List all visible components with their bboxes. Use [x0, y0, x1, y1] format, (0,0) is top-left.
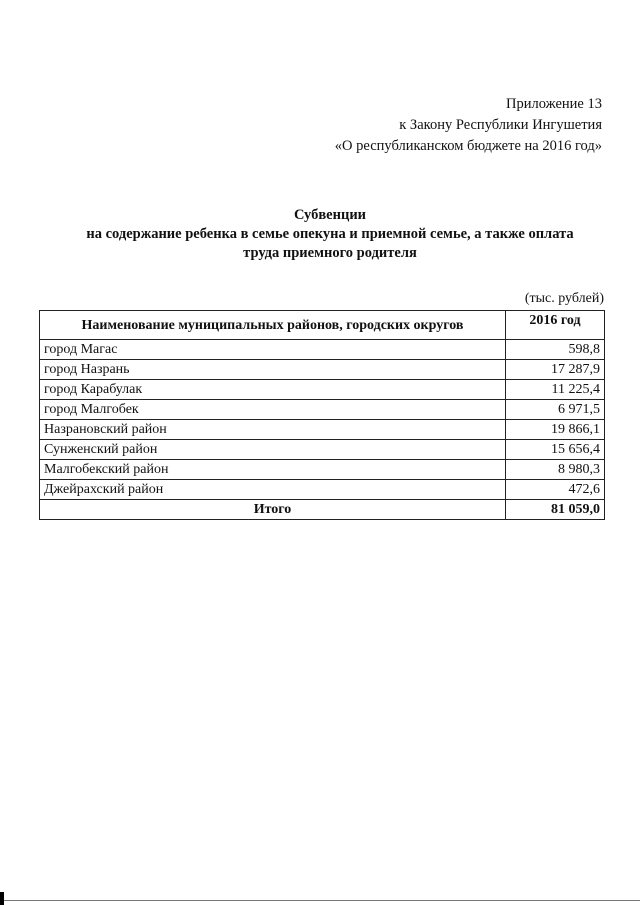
row-name: Сунженский район — [40, 440, 506, 460]
total-value: 81 059,0 — [506, 500, 605, 520]
row-value: 598,8 — [506, 340, 605, 360]
appendix-law-reference: к Закону Республики Ингушетия — [399, 117, 602, 133]
row-name: город Магас — [40, 340, 506, 360]
row-name: город Малгобек — [40, 400, 506, 420]
table-total-row — [40, 500, 605, 520]
header-municipality: Наименование муниципальных районов, городских округов — [40, 311, 506, 340]
row-name: Малгобекский район — [40, 460, 506, 480]
document-title — [40, 206, 620, 263]
units-label: (тыс. рублей) — [524, 291, 604, 306]
row-value: 15 656,4 — [506, 440, 605, 460]
table-row — [40, 460, 605, 480]
table-header-row — [40, 311, 605, 340]
appendix-number: Приложение 13 — [506, 96, 602, 112]
row-name: Назрановский район — [40, 420, 506, 440]
subventions-table — [39, 310, 605, 520]
title-line-1: Субвенции — [293, 207, 367, 223]
row-name: город Карабулак — [40, 380, 506, 400]
row-value: 17 287,9 — [506, 360, 605, 380]
row-name: город Назрань — [40, 360, 506, 380]
table-row — [40, 340, 605, 360]
table-row — [40, 420, 605, 440]
table-row — [40, 400, 605, 420]
total-label: Итого — [40, 500, 506, 520]
row-value: 11 225,4 — [506, 380, 605, 400]
row-value: 6 971,5 — [506, 400, 605, 420]
scan-edge-mark — [0, 892, 4, 905]
appendix-header — [335, 94, 602, 157]
row-value: 472,6 — [506, 480, 605, 500]
appendix-law-title: «О республиканском бюджете на 2016 год» — [334, 138, 602, 154]
table-row — [40, 360, 605, 380]
row-value: 8 980,3 — [506, 460, 605, 480]
scan-bottom-line — [4, 900, 640, 901]
table-row — [40, 480, 605, 500]
title-line-2: на содержание ребенка в семье опекуна и приемной семье, а также оплата — [86, 226, 574, 242]
row-value: 19 866,1 — [506, 420, 605, 440]
title-line-3: труда приемного родителя — [243, 245, 417, 261]
table-row — [40, 440, 605, 460]
row-name: Джейрахский район — [40, 480, 506, 500]
header-year: 2016 год — [506, 311, 605, 340]
table-row — [40, 380, 605, 400]
